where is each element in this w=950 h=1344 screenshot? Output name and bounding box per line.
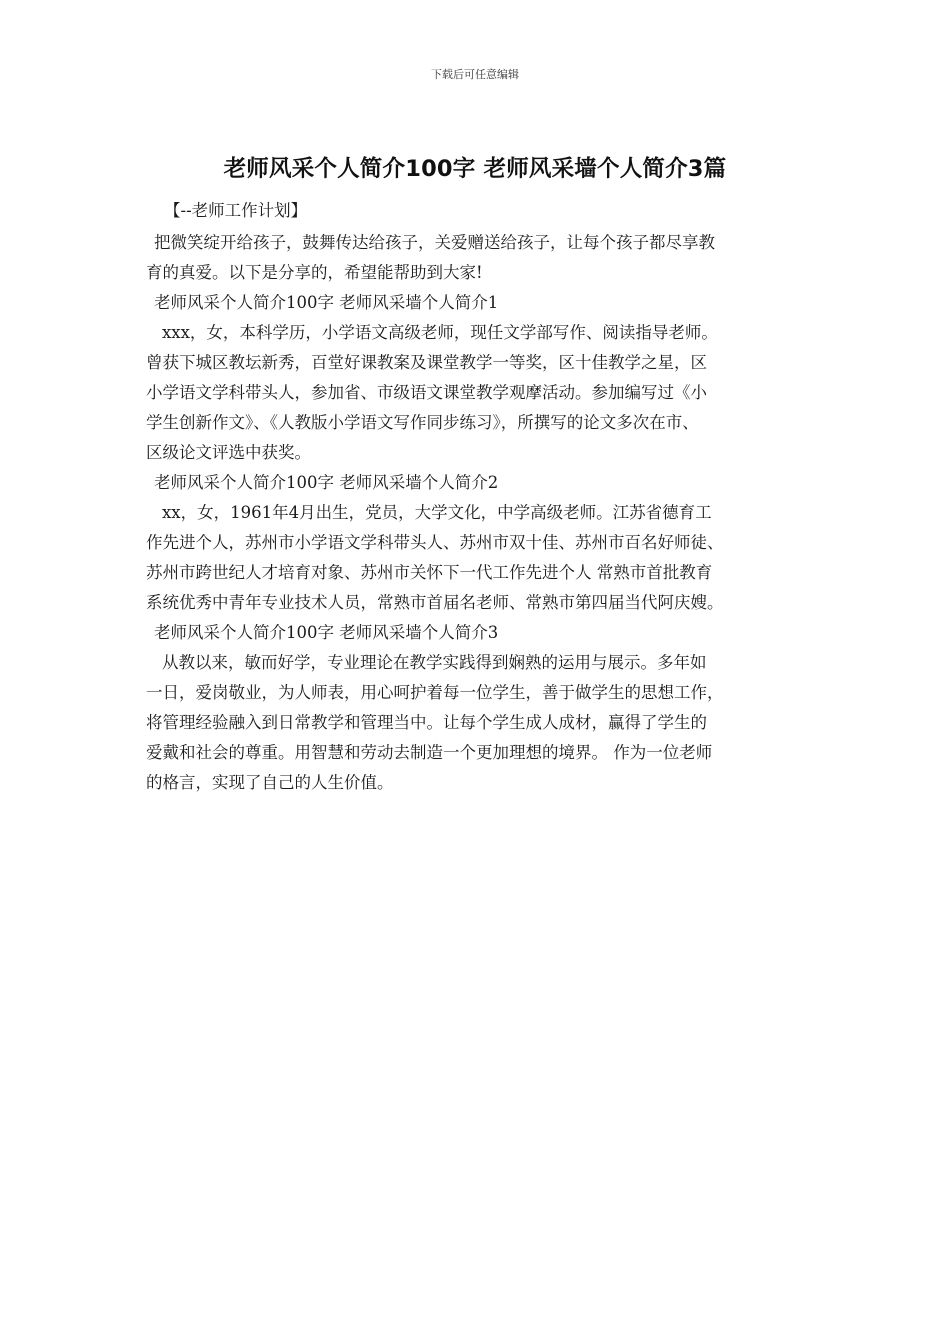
- paragraph-line: 从教以来，敏而好学，专业理论在教学实践得到娴熟的运用与展示。多年如: [162, 653, 707, 672]
- paragraph-line: 爱戴和社会的尊重。用智慧和劳动去制造一个更加理想的境界。 作为一位老师: [146, 743, 713, 762]
- paragraph-line: 作先进个人，苏州市小学语文学科带头人、苏州市双十佳、苏州市百名好师徒、: [146, 533, 724, 552]
- paragraph-line: xx，女，1961年4月出生，党员，大学文化，中学高级老师。江苏省德育工: [162, 503, 712, 522]
- paragraph-line: 学生创新作文》、《人教版小学语文写作同步练习》，所撰写的论文多次在市、: [146, 413, 699, 432]
- document-body: [146, 196, 826, 798]
- paragraph-line: 曾获下城区教坛新秀，百堂好课教案及课堂教学一等奖，区十佳教学之星，区: [146, 353, 707, 372]
- section-heading: 老师风采个人简介100字 老师风采墙个人简介3: [154, 623, 499, 642]
- paragraph-line: 小学语文学科带头人，参加省、市级语文课堂教学观摩活动。参加编写过《小: [146, 383, 707, 402]
- document-title: 老师风采个人简介100字 老师风采墙个人简介3篇: [223, 156, 727, 182]
- header-note: 下载后可任意编辑: [431, 68, 519, 81]
- paragraph-line: 苏州市跨世纪人才培育对象、苏州市关怀下一代工作先进个人 常熟市首批教育: [146, 563, 713, 582]
- paragraph-line: 将管理经验融入到日常教学和管理当中。让每个学生成人成材，赢得了学生的: [146, 713, 707, 732]
- category-tag: 【--老师工作计划】: [164, 201, 308, 220]
- paragraph-line: xxx，女，本科学历，小学语文高级老师，现任文学部写作、阅读指导老师。: [162, 323, 718, 342]
- paragraph-line: 系统优秀中青年专业技术人员，常熟市首届名老师、常熟市第四届当代阿庆嫂。: [146, 593, 724, 612]
- section-heading: 老师风采个人简介100字 老师风采墙个人简介1: [154, 293, 499, 312]
- paragraph-line: 一日，爱岗敬业，为人师表，用心呵护着每一位学生，善于做学生的思想工作，: [146, 683, 724, 702]
- paragraph-line: 的格言，实现了自己的人生价值。: [146, 773, 394, 792]
- intro-line: 育的真爱。以下是分享的，希望能帮助到大家!: [146, 263, 483, 282]
- section-heading: 老师风采个人简介100字 老师风采墙个人简介2: [154, 473, 499, 492]
- intro-line: 把微笑绽开给孩子，鼓舞传达给孩子，关爱赠送给孩子，让每个孩子都尽享教: [154, 233, 715, 252]
- paragraph-line: 区级论文评选中获奖。: [146, 443, 311, 462]
